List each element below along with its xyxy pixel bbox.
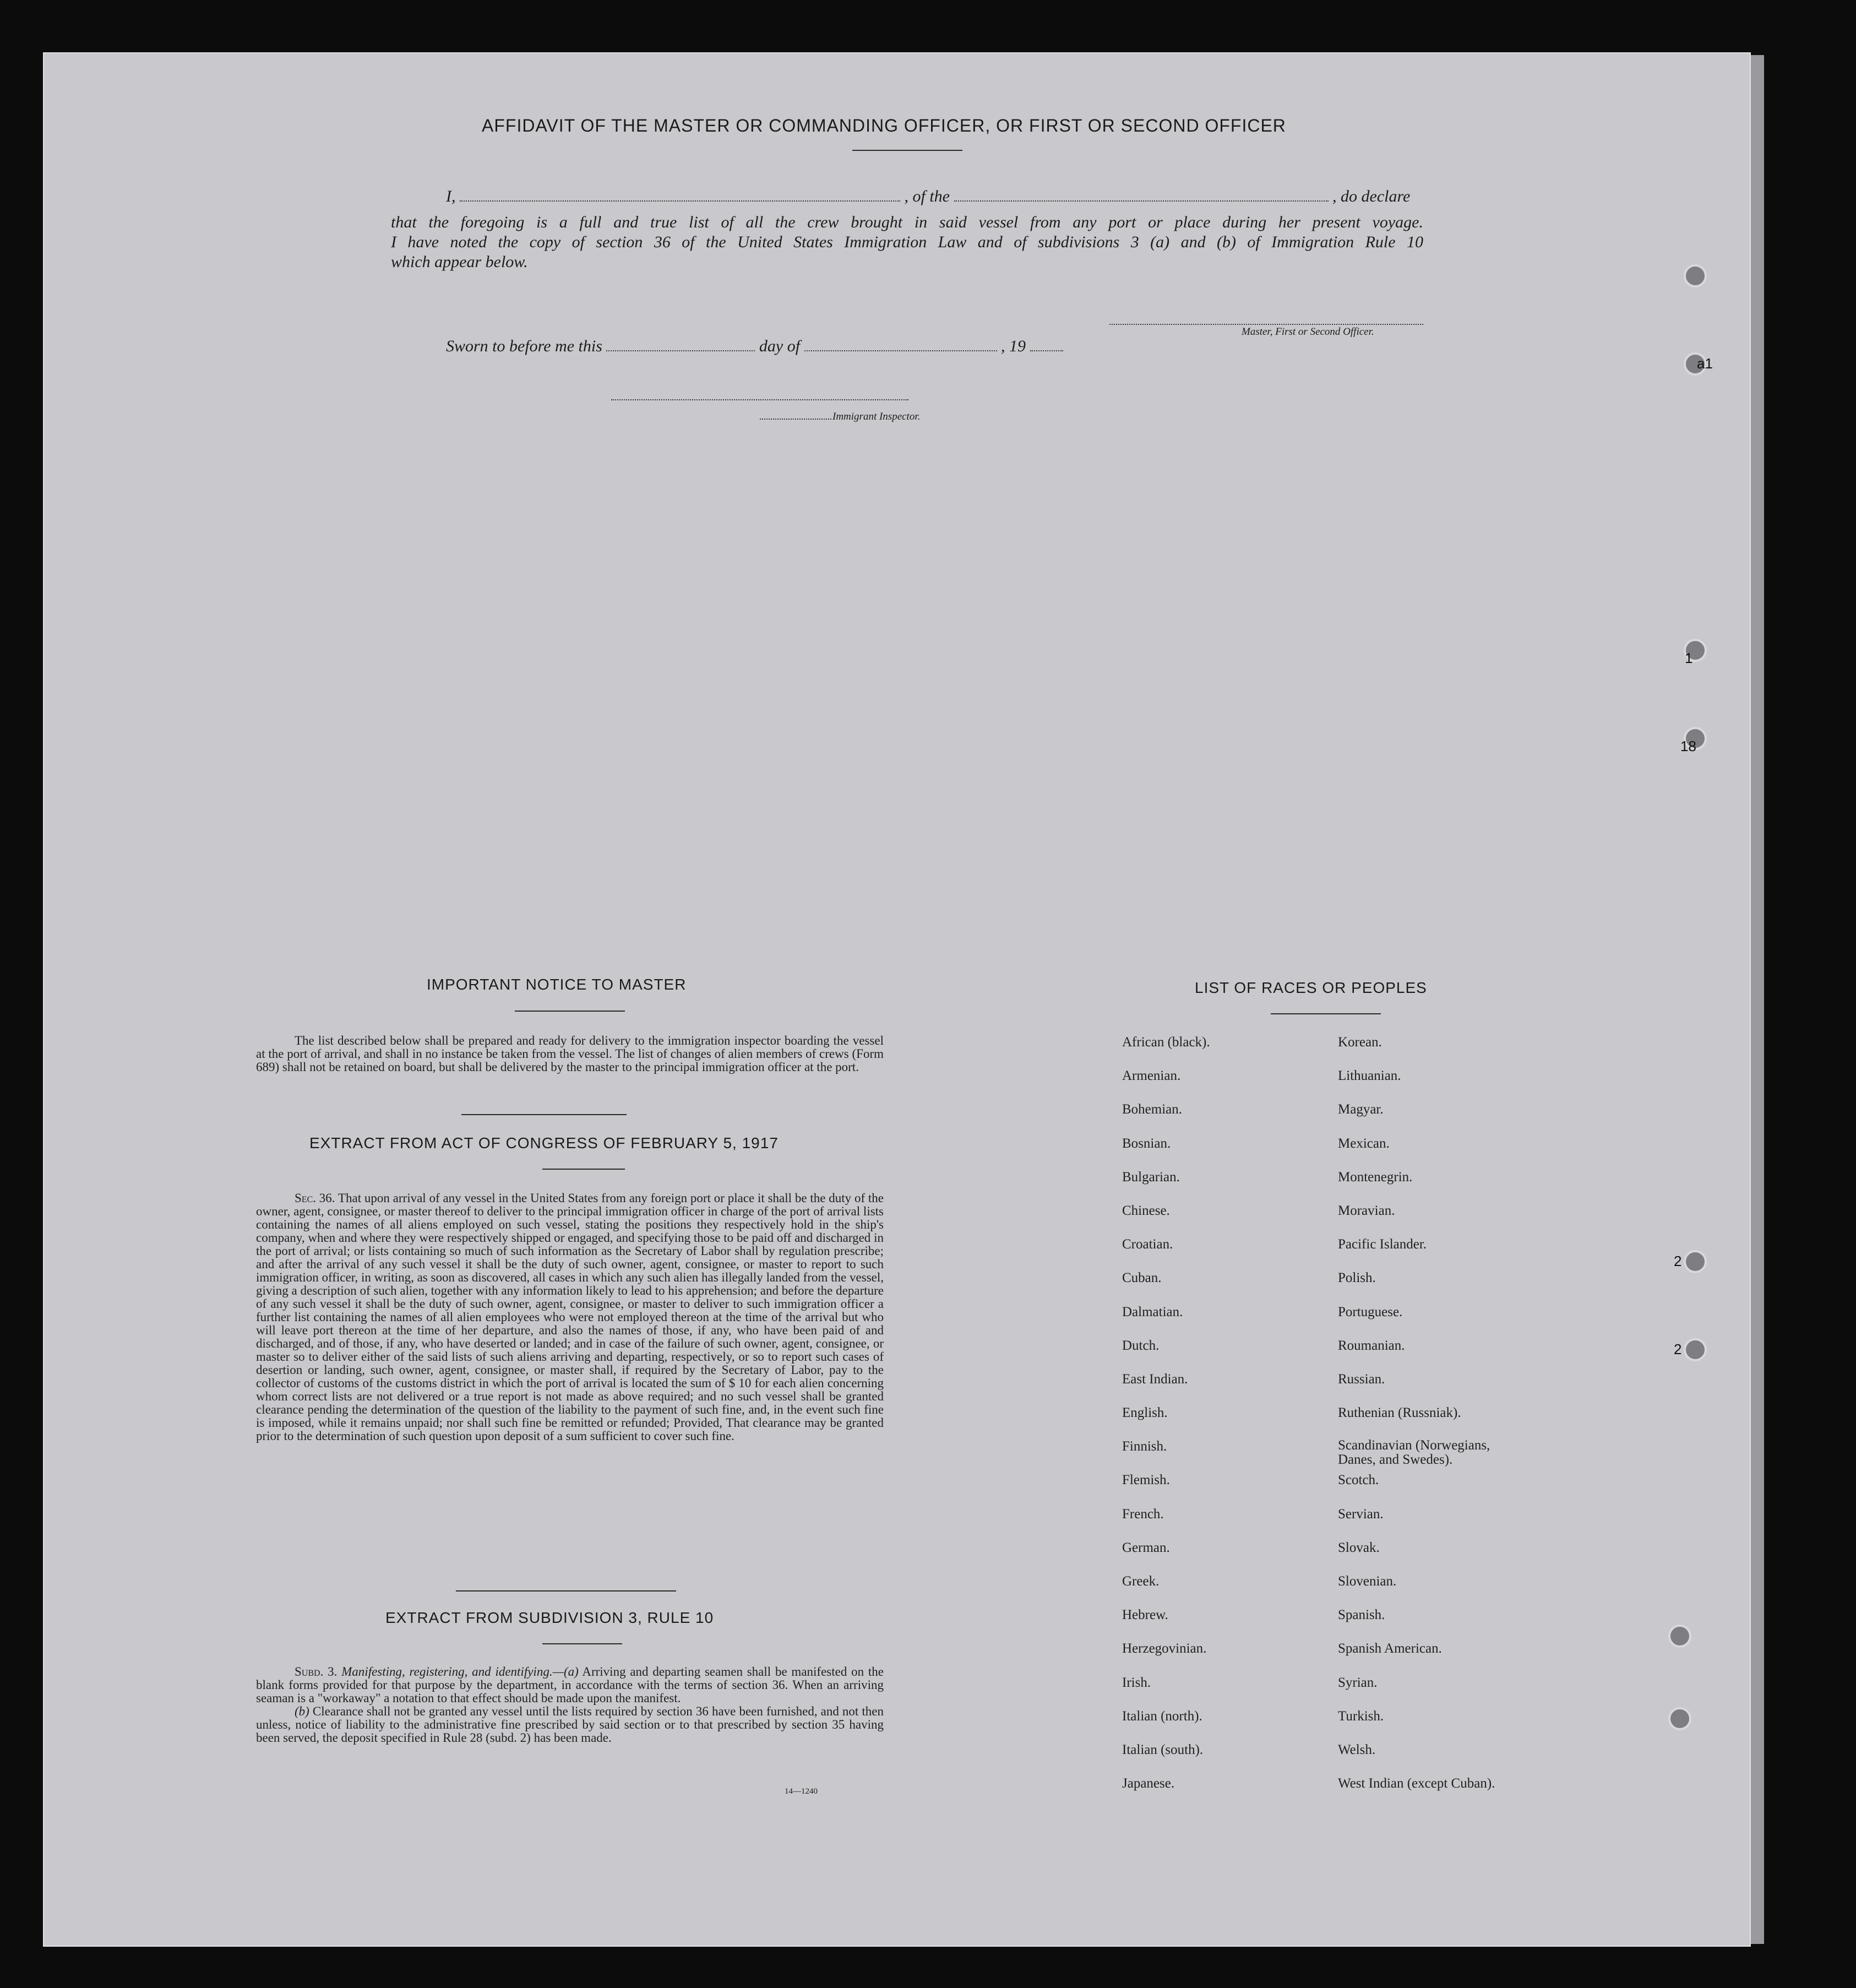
race-item: German. [1122, 1540, 1170, 1555]
affidavit-do-declare: , do declare [1332, 187, 1411, 205]
race-item: Herzegovinian. [1122, 1641, 1207, 1656]
affidavit-line-4: which appear below. [391, 253, 528, 271]
race-item: Croatian. [1122, 1237, 1173, 1252]
divider [542, 1169, 625, 1170]
rule-title: EXTRACT FROM SUBDIVISION 3, RULE 10 [385, 1609, 714, 1626]
signature-line[interactable] [1109, 324, 1423, 325]
name-field[interactable] [460, 200, 900, 202]
race-item: Syrian. [1338, 1675, 1378, 1690]
subd-a-text: Arriving and departing seamen shall be manifested on the blank forms provided for that purpose by the department, in accordance with the terms of section 36. When an arriving seaman is a "workaway" a notation to that effect should be made upon the manifest. [256, 1665, 884, 1705]
race-item: Armenian. [1122, 1068, 1181, 1084]
race-item: Roumanian. [1338, 1338, 1405, 1353]
binder-hole [1668, 1625, 1691, 1648]
subd-b-text: Clearance shall not be granted any vessel until the lists required by section 36 have been furnished, and not then unless, notice of liability to the administrative fine prescribed by said section or to that prescribed by section 35 having been served, the deposit specified in Rule 28 (subd. 2) has been made. [256, 1704, 884, 1745]
race-item: Scandinavian (Norwegians, Danes, and Swedes). [1338, 1438, 1490, 1468]
subd-label: Subd. 3. [295, 1665, 338, 1679]
divider [542, 1643, 622, 1644]
affidavit-line-2: that the foregoing is a full and true list of all the crew brought in said vessel from any port or place during her present voyage. [391, 213, 1423, 231]
race-item: Turkish. [1338, 1708, 1384, 1724]
inspector-leader [760, 419, 831, 420]
race-item: Welsh. [1338, 1742, 1376, 1757]
race-item: Bulgarian. [1122, 1169, 1180, 1185]
race-item: Spanish. [1338, 1607, 1385, 1623]
races-left-column [1122, 1034, 1210, 1809]
binder-hole [1668, 1707, 1691, 1730]
rule-body [256, 1665, 884, 1745]
inspector-line[interactable] [611, 399, 908, 400]
binder-hole [1684, 1250, 1707, 1273]
race-item: Slovenian. [1338, 1574, 1397, 1589]
race-item: Flemish. [1122, 1473, 1170, 1488]
tab-mark: 1 [1685, 650, 1693, 666]
race-item: Polish. [1338, 1270, 1376, 1286]
notice-body: The list described below shall be prepared and ready for delivery to the immigration inspector boarding the vessel at the port of arrival, and shall in no instance be taken from the vessel. The list of changes of alien members of crews (Form 689) shall not be retained on board, but shall be delivered by the master to the principal immigration officer at the port. [256, 1034, 884, 1074]
divider [852, 150, 962, 151]
race-item: Pacific Islander. [1338, 1237, 1427, 1252]
act-title: EXTRACT FROM ACT OF CONGRESS OF FEBRUARY 5, 1917 [309, 1134, 779, 1151]
race-item: English. [1122, 1405, 1168, 1421]
day-field[interactable] [606, 350, 755, 351]
rule-para-a [256, 1665, 884, 1705]
race-item: Scotch. [1338, 1473, 1379, 1488]
race-item: Portuguese. [1338, 1304, 1403, 1319]
race-item: Cuban. [1122, 1270, 1162, 1286]
race-item: Moravian. [1338, 1203, 1395, 1218]
month-field[interactable] [804, 350, 997, 351]
affidavit-title: AFFIDAVIT OF THE MASTER OR COMMANDING OFFICER, OR FIRST OR SECOND OFFICER [482, 116, 1286, 135]
form-number: 14—1240 [785, 1787, 818, 1796]
race-item: Greek. [1122, 1574, 1160, 1589]
affidavit-line-1 [391, 187, 1410, 206]
affidavit-line-3: I have noted the copy of section 36 of the United States Immigration Law and of subdivisions 3 (a) and (b) of Immigration Rule 10 [391, 233, 1423, 251]
divider [1271, 1013, 1381, 1014]
affidavit-i: I, [446, 187, 456, 205]
inspector-label: Immigrant Inspector. [832, 411, 921, 422]
subd-b-label: (b) [295, 1704, 309, 1718]
race-item: Dalmatian. [1122, 1304, 1183, 1319]
race-item: African (black). [1122, 1035, 1210, 1050]
binder-hole [1684, 264, 1707, 287]
race-item: Spanish American. [1338, 1641, 1442, 1656]
race-item: Chinese. [1122, 1203, 1170, 1218]
day-of-text: day of [759, 337, 801, 355]
race-item: East Indian. [1122, 1371, 1188, 1387]
races-title: LIST OF RACES OR PEOPLES [1195, 979, 1427, 996]
year-text: , 19 [1001, 337, 1026, 355]
race-item: Ruthenian (Russniak). [1338, 1405, 1461, 1421]
affidavit-body [391, 213, 1423, 272]
race-item: Italian (south). [1122, 1742, 1204, 1757]
race-item: Mexican. [1338, 1136, 1390, 1151]
notice-title: IMPORTANT NOTICE TO MASTER [427, 976, 687, 993]
race-item: Bosnian. [1122, 1136, 1171, 1151]
tab-mark: a1 [1697, 355, 1713, 372]
race-item: Servian. [1338, 1506, 1384, 1522]
race-item: Dutch. [1122, 1338, 1160, 1353]
sworn-text: Sworn to before me this [446, 337, 602, 355]
race-item: Finnish. [1122, 1439, 1167, 1454]
race-item: West Indian (except Cuban). [1338, 1776, 1495, 1791]
race-item: Italian (north). [1122, 1708, 1202, 1724]
rule-para-b [256, 1705, 884, 1745]
race-item: Montenegrin. [1338, 1169, 1413, 1185]
races-right-column [1338, 1034, 1525, 1809]
race-item: Slovak. [1338, 1540, 1380, 1555]
race-item: Irish. [1122, 1675, 1151, 1690]
tab-mark: 2 [1674, 1341, 1682, 1357]
race-item: Bohemian. [1122, 1102, 1183, 1117]
race-item: Korean. [1338, 1035, 1382, 1050]
tab-mark: 18 [1680, 738, 1696, 754]
sworn-line [446, 337, 1063, 356]
race-item: Magyar. [1338, 1102, 1384, 1117]
page-edge [1751, 55, 1764, 1944]
race-item: Russian. [1338, 1371, 1385, 1387]
affidavit-of-the: , of the [904, 187, 950, 205]
race-item: French. [1122, 1506, 1164, 1522]
act-sec-label: Sec. 36. [295, 1191, 335, 1205]
divider [515, 1011, 625, 1012]
year-field[interactable] [1030, 350, 1063, 351]
vessel-field[interactable] [954, 200, 1329, 202]
race-item: Lithuanian. [1338, 1068, 1401, 1084]
signature-label: Master, First or Second Officer. [1242, 326, 1374, 338]
binder-hole [1684, 1338, 1707, 1361]
divider [461, 1114, 627, 1115]
act-text: That upon arrival of any vessel in the United States from any foreign port or place it shall be the duty of the owner, agent, consignee, or master thereof to deliver to the principal immigration officer in charge of the port of arrival lists containing the names of all aliens employed on such vessel, stating the positions they respectively hold in the ship's company, when and where they were respectively shipped or engaged, and specifying those to be paid off and discharged in the port of arrival; or lists containing so much of such information as the Secretary of Labor shall by regulation prescribe; and after the arrival of any such vessel it shall be the duty of such owner, agent, consignee, or master to report to such immigration officer, in writing, as soon as discovered, all cases in which any such alien has illegally landed from the vessel, giving a description of such alien, together with any information likely to lead to his apprehension; and before the departure of any such vessel it shall be the duty of such owner, agent, consignee, or master to deliver to such immigration officer a further list containing the names of all alien employees who were not employed thereon at the time of the arrival but who will leave port thereon at the time of her departure, and also the names of those, if any, who have been paid of and discharged, and of those, if any, who have deserted or landed; and in case of the failure of such owner, agent, consignee, or master so to deliver either of the said lists of such aliens arriving and departing, respectively, or so to report such cases of desertion or landing, such owner, agent, consignee, or master shall, if required by the Secretary of Labor, pay to the collector of customs of the customs district in which the port of arrival is located the sum of $ 10 for each alien concerning whom correct lists are not delivered or a true report is not made as above required; and no such vessel shall be granted clearance pending the determination of the question of the liability to the payment of such fine, and, in the event such fine is imposed, while it remains unpaid; nor shall such fine be remitted or refunded; Provided, That clearance may be granted prior to the determination of such question upon deposit of a sum sufficient to cover such fine. [256, 1191, 884, 1443]
race-item: Japanese. [1122, 1776, 1175, 1791]
race-item: Hebrew. [1122, 1607, 1168, 1623]
act-body [256, 1192, 884, 1443]
divider [456, 1590, 676, 1592]
subd-heading: Manifesting, registering, and identifying.—(a) [341, 1665, 579, 1679]
tab-mark: 2 [1674, 1253, 1682, 1269]
